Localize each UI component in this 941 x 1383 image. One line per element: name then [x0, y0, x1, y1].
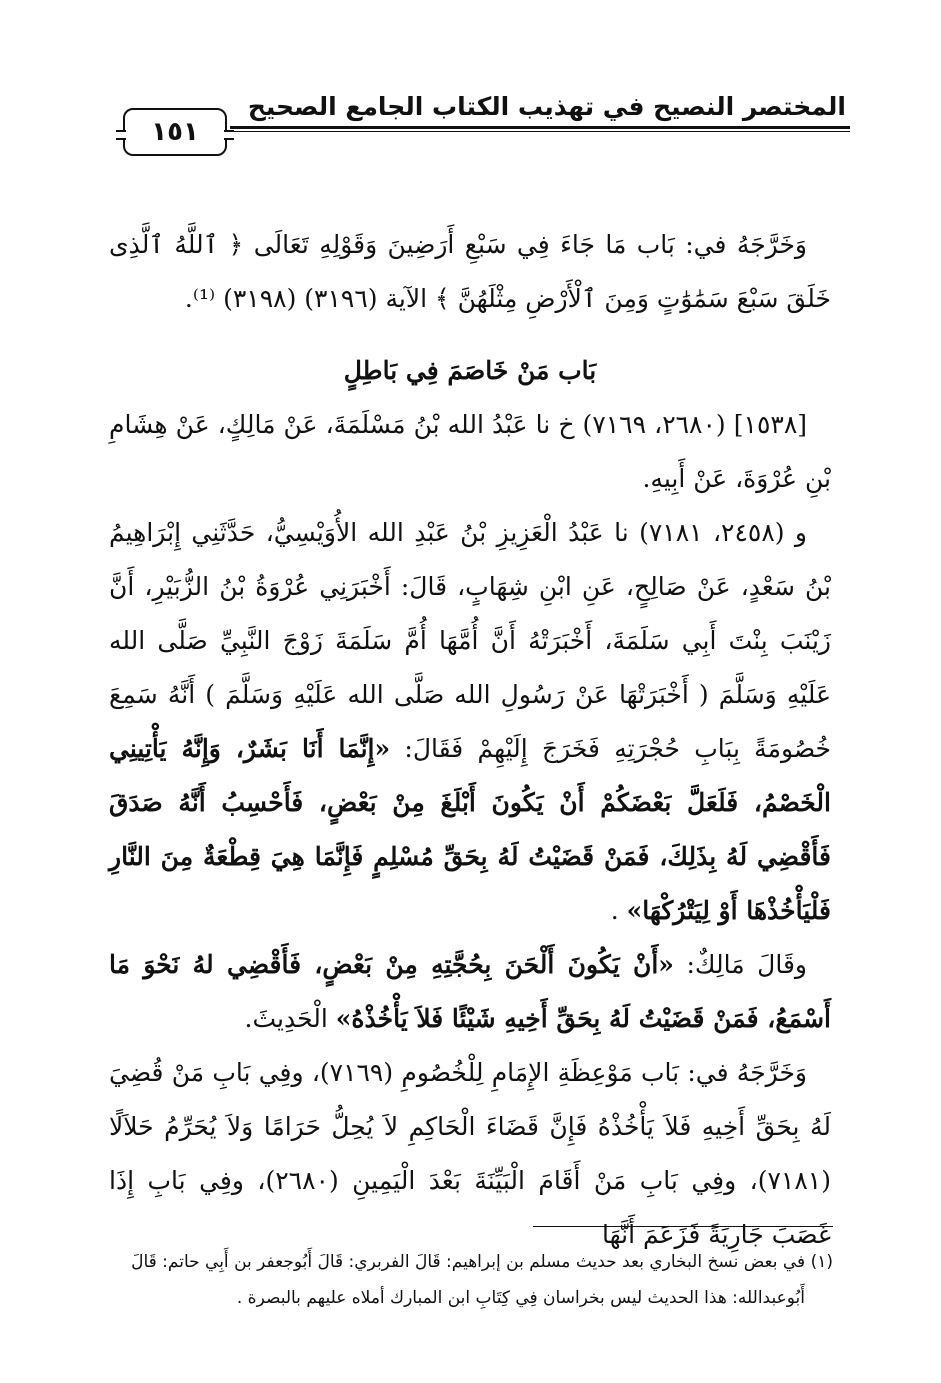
header-rule — [230, 126, 850, 129]
hadith-end: . — [610, 896, 627, 925]
paragraph-hadith-1538-isnad: [١٥٣٨] (٢٦٨٠، ٧١٦٩) خ نا عَبْدُ الله بْنُ مَسْلَمَةَ، عَنْ مَالِكٍ، عَنْ هِشَامِ بْنِ عُرْوَةَ، عَنْ أَبِيهِ. — [109, 410, 831, 493]
footnote-1-line-1: (١) في بعض نسخ البخاري بعد حديث مسلم بن إبراهيم: قَالَ الفربري: قَالَ أَبُوجعفر بن أَبِي حاتم: قَالَ — [131, 1252, 833, 1272]
header-rule-thin — [230, 131, 850, 132]
main-text — [109, 218, 831, 1262]
footnote-rule — [533, 1226, 833, 1227]
malik-intro: وقَالَ مَالِكٌ: — [673, 950, 807, 979]
chapter-title: بَاب مَنْ خَاصَمَ فِي بَاطِلٍ — [343, 356, 597, 385]
page-number: ١٥١ — [123, 108, 227, 156]
running-header: المختصر النصيح في تهذيب الكتاب الجامع الصحيح — [247, 92, 846, 121]
paragraph-takhrij-1: وَخَرَّجَهُ في: بَاب مَا جَاءَ فِي سَبْعِ أَرَضِينَ وَقَوْلِهِ تَعَالَى ﴿ ٱللَّهُ ٱلَّذِى خَلَقَ سَبْعَ سَمَٰوَٰتٍ وَمِنَ ٱلْأَرْضِ مِثْلَهُنَّ ﴾ الآية (٣١٩٦) (٣١٩٨) ⁽¹⁾. — [109, 230, 831, 313]
paragraph-takhrij-2: وَخَرَّجَهُ في: بَاب مَوْعِظَةِ الإِمَامِ لِلْخُصُومِ (٧١٦٩)، وفِي بَابِ مَنْ قُضِيَ لَهُ بِحَقِّ أَخِيهِ فَلاَ يَأْخُذْهُ فَإِنَّ قَضَاءَ الْحَاكِمِ لاَ يُحِلُّ حَرَامًا وَلاَ يُحَرِّمُ حَلاَلًا (٧١٨١)، وفِي بَابِ مَنْ أَقَامَ الْبَيِّنَةَ بَعْدَ الْيَمِينِ (٢٦٨٠)، وفِي بَابِ إِذَا غَصَبَ جَارِيَةً فَزَعَمَ أَنَّهَا — [109, 1058, 831, 1249]
footnotes — [105, 1244, 833, 1316]
paragraph-malik-narration — [109, 938, 831, 1046]
hadith-quote: «إِنَّمَا أَنَا بَشَرٌ، وَإِنَّهُ يَأْتِينِي الْخَصْمُ، فَلَعَلَّ بَعْضَكُمْ أَنْ يَكُونَ أَبْلَغَ مِنْ بَعْضٍ، فَأَحْسِبُ أَنَّهُ صَدَقَ فَأَقْضِي لَهُ بِذَلِكَ، فَمَنْ قَضَيْتُ لَهُ بِحَقِّ مُسْلِمٍ فَإِنَّمَا هِيَ قِطْعَةٌ مِنَ النَّارِ فَلْيَأْخُذْهَا أَوْ لِيَتْرُكْهَا» — [109, 734, 831, 925]
malik-end: الْحَدِيثَ. — [244, 1004, 336, 1033]
hadith-narration: و (٢٤٥٨، ٧١٨١) نا عَبْدُ الْعَزِيزِ بْنُ عَبْدِ الله الأُوَيْسِيُّ، حَدَّثَنِي إِبْرَاهِيمُ بْنُ سَعْدٍ، عَنْ صَالِحٍ، عَنِ ابْنِ شِهَابٍ، قَالَ: أَخْبَرَنِي عُرْوَةُ بْنُ الزُّبَيْرِ، أَنَّ زَيْنَبَ بِنْتَ أَبِي سَلَمَةَ، أَخْبَرَتْهُ أَنَّ أُمَّهَا أُمَّ سَلَمَةَ زَوْجَ النَّبِيِّ صَلَّى الله عَلَيْهِ وَسَلَّمَ ( أَخْبَرَتْهَا عَنْ رَسُولِ الله صَلَّى الله عَلَيْهِ وَسَلَّمَ ) أَنَّهُ سَمِعَ خُصُومَةً بِبَابِ حُجْرَتِهِ فَخَرَجَ إِلَيْهِمْ فَقَالَ: — [109, 518, 832, 763]
paragraph-hadith-1538-matn — [109, 506, 831, 938]
malik-quote: «أَنْ يَكُونَ أَلْحَنَ بِحُجَّتِهِ مِنْ بَعْضٍ، فَأَقْضِي لهُ نَحْوَ مَا أَسْمَعُ، فَمَنْ قَضَيْتُ لَهُ بِحَقِّ أَخِيهِ شَيْئًا فَلاَ يَأْخُذْهُ» — [109, 950, 831, 1033]
footnote-1-line-2: أَبُوعبدالله: هذا الحديث ليس بخراسان فِي كِتَابِ ابن المبارك أملاه عليهم بالبصرة . — [236, 1288, 805, 1308]
